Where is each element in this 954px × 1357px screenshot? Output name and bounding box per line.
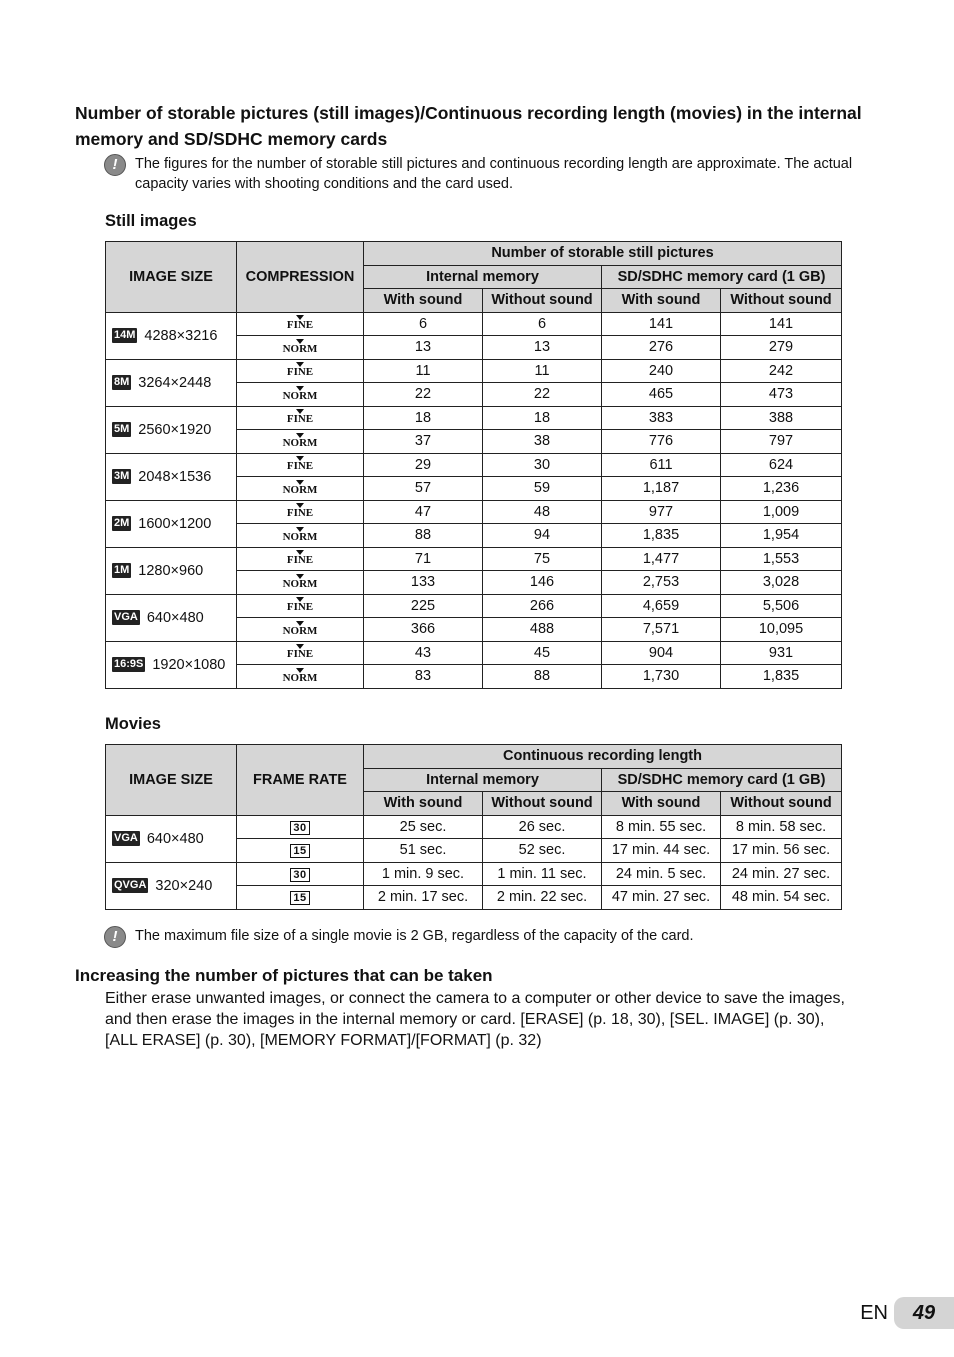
image-size-value: 1920×1080 <box>152 656 226 673</box>
data-cell: 13 <box>483 336 602 360</box>
image-size-icon: 3M <box>114 470 130 483</box>
data-cell: 4,659 <box>602 594 721 618</box>
col-sd-card: SD/SDHC memory card (1 GB) <box>602 265 842 289</box>
data-cell: 383 <box>602 406 721 430</box>
data-cell: 48 min. 54 sec. <box>721 886 842 910</box>
data-cell: 51 sec. <box>364 839 483 863</box>
table-row <box>106 641 842 665</box>
data-cell: 797 <box>721 430 842 454</box>
norm-quality-icon: NORM <box>283 433 318 449</box>
fine-quality-icon: FINE <box>287 644 313 660</box>
col-without-sound: Without sound <box>721 792 842 816</box>
data-cell: 2 min. 22 sec. <box>483 886 602 910</box>
data-cell: 29 <box>364 453 483 477</box>
data-cell: 59 <box>483 477 602 501</box>
data-cell: 11 <box>364 359 483 383</box>
col-with-sound: With sound <box>364 289 483 313</box>
image-size-value: 2048×1536 <box>138 468 212 485</box>
data-cell: 47 min. 27 sec. <box>602 886 721 910</box>
note-approximate <box>104 154 864 194</box>
still-images-title: Still images <box>105 212 197 230</box>
data-cell: 904 <box>602 641 721 665</box>
table-row <box>106 594 842 618</box>
data-cell: 7,571 <box>602 618 721 642</box>
data-cell: 488 <box>483 618 602 642</box>
compression-cell <box>237 500 364 524</box>
table-row <box>106 312 842 336</box>
data-cell: 276 <box>602 336 721 360</box>
data-cell: 1,835 <box>721 665 842 689</box>
col-group-header: Number of storable still pictures <box>364 242 842 266</box>
data-cell: 1 min. 9 sec. <box>364 862 483 886</box>
image-size-cell <box>106 594 237 641</box>
norm-quality-icon: NORM <box>283 668 318 684</box>
image-size-icon: 2M <box>114 517 130 530</box>
data-cell: 473 <box>721 383 842 407</box>
col-with-sound: With sound <box>364 792 483 816</box>
table-row <box>106 406 842 430</box>
norm-quality-icon: NORM <box>283 527 318 543</box>
data-cell: 43 <box>364 641 483 665</box>
page-heading: Number of storable pictures (still images)/Continuous recording length (movies) in the internal memory and SD/SDHC memory cards <box>75 103 862 149</box>
image-size-value: 4288×3216 <box>144 327 218 344</box>
caution-icon: ! <box>104 154 126 176</box>
image-size-value: 640×480 <box>146 830 204 847</box>
data-cell: 1,009 <box>721 500 842 524</box>
image-size-cell <box>106 862 237 909</box>
compression-cell <box>237 618 364 642</box>
table-row <box>106 547 842 571</box>
data-cell: 1,553 <box>721 547 842 571</box>
table-row <box>106 500 842 524</box>
fine-quality-icon: FINE <box>287 409 313 425</box>
data-cell: 611 <box>602 453 721 477</box>
image-size-cell <box>106 406 237 453</box>
col-frame-rate: FRAME RATE <box>237 745 364 816</box>
note-text: The maximum file size of a single movie is 2 GB, regardless of the capacity of the card. <box>135 928 694 944</box>
col-image-size: IMAGE SIZE <box>106 242 237 313</box>
movies-table <box>105 744 842 910</box>
compression-cell <box>237 312 364 336</box>
data-cell: 48 <box>483 500 602 524</box>
data-cell: 8 min. 58 sec. <box>721 815 842 839</box>
col-without-sound: Without sound <box>483 289 602 313</box>
frame-rate-cell <box>237 886 364 910</box>
norm-quality-icon: NORM <box>283 480 318 496</box>
image-size-cell <box>106 359 237 406</box>
image-size-value: 1600×1200 <box>138 515 212 532</box>
data-cell: 71 <box>364 547 483 571</box>
compression-cell <box>237 571 364 595</box>
data-cell: 1,477 <box>602 547 721 571</box>
image-size-value: 3264×2448 <box>138 374 212 391</box>
data-cell: 88 <box>483 665 602 689</box>
data-cell: 25 sec. <box>364 815 483 839</box>
norm-quality-icon: NORM <box>283 621 318 637</box>
data-cell: 388 <box>721 406 842 430</box>
movie-size-icon: QVGA <box>114 879 147 892</box>
page-footer <box>860 1297 954 1329</box>
norm-quality-icon: NORM <box>283 339 318 355</box>
data-cell: 1,187 <box>602 477 721 501</box>
compression-cell <box>237 383 364 407</box>
norm-quality-icon: NORM <box>283 386 318 402</box>
image-size-value: 1280×960 <box>138 562 204 579</box>
frame-rate-icon: 30 <box>290 868 309 882</box>
image-size-cell <box>106 312 237 359</box>
image-size-value: 640×480 <box>146 609 204 626</box>
language-label: EN <box>860 1301 888 1324</box>
col-without-sound: Without sound <box>483 792 602 816</box>
compression-cell <box>237 406 364 430</box>
data-cell: 37 <box>364 430 483 454</box>
data-cell: 266 <box>483 594 602 618</box>
frame-rate-icon: 30 <box>290 821 309 835</box>
data-cell: 2 min. 17 sec. <box>364 886 483 910</box>
col-internal-memory: Internal memory <box>364 768 602 792</box>
compression-cell <box>237 430 364 454</box>
data-cell: 18 <box>483 406 602 430</box>
data-cell: 47 <box>364 500 483 524</box>
data-cell: 141 <box>721 312 842 336</box>
col-sd-card: SD/SDHC memory card (1 GB) <box>602 768 842 792</box>
data-cell: 931 <box>721 641 842 665</box>
data-cell: 2,753 <box>602 571 721 595</box>
table-row <box>106 862 842 886</box>
compression-cell <box>237 641 364 665</box>
data-cell: 22 <box>483 383 602 407</box>
data-cell: 38 <box>483 430 602 454</box>
data-cell: 146 <box>483 571 602 595</box>
data-cell: 1,954 <box>721 524 842 548</box>
note-max-file-size <box>104 926 864 946</box>
data-cell: 225 <box>364 594 483 618</box>
frame-rate-cell <box>237 862 364 886</box>
compression-cell <box>237 547 364 571</box>
image-size-cell <box>106 453 237 500</box>
data-cell: 279 <box>721 336 842 360</box>
data-cell: 17 min. 44 sec. <box>602 839 721 863</box>
fine-quality-icon: FINE <box>287 503 313 519</box>
movie-size-icon: VGA <box>114 832 138 845</box>
col-with-sound: With sound <box>602 792 721 816</box>
data-cell: 24 min. 5 sec. <box>602 862 721 886</box>
image-size-value: 320×240 <box>155 877 213 894</box>
data-cell: 17 min. 56 sec. <box>721 839 842 863</box>
data-cell: 75 <box>483 547 602 571</box>
data-cell: 1,730 <box>602 665 721 689</box>
data-cell: 1,835 <box>602 524 721 548</box>
data-cell: 776 <box>602 430 721 454</box>
data-cell: 133 <box>364 571 483 595</box>
data-cell: 465 <box>602 383 721 407</box>
fine-quality-icon: FINE <box>287 597 313 613</box>
data-cell: 3,028 <box>721 571 842 595</box>
data-cell: 6 <box>483 312 602 336</box>
fine-quality-icon: FINE <box>287 362 313 378</box>
frame-rate-cell <box>237 839 364 863</box>
compression-cell <box>237 453 364 477</box>
data-cell: 94 <box>483 524 602 548</box>
image-size-cell <box>106 641 237 688</box>
image-size-icon: 14M <box>114 329 136 342</box>
data-cell: 366 <box>364 618 483 642</box>
norm-quality-icon: NORM <box>283 574 318 590</box>
page-number: 49 <box>894 1297 954 1329</box>
image-size-cell <box>106 500 237 547</box>
movies-title: Movies <box>105 715 161 733</box>
data-cell: 1,236 <box>721 477 842 501</box>
data-cell: 6 <box>364 312 483 336</box>
data-cell: 8 min. 55 sec. <box>602 815 721 839</box>
compression-cell <box>237 594 364 618</box>
fine-quality-icon: FINE <box>287 315 313 331</box>
table-row <box>106 359 842 383</box>
data-cell: 52 sec. <box>483 839 602 863</box>
col-compression: COMPRESSION <box>237 242 364 313</box>
data-cell: 1 min. 11 sec. <box>483 862 602 886</box>
caution-icon: ! <box>104 926 126 948</box>
still-images-table <box>105 241 842 689</box>
data-cell: 141 <box>602 312 721 336</box>
image-size-icon: VGA <box>114 611 138 624</box>
data-cell: 13 <box>364 336 483 360</box>
data-cell: 10,095 <box>721 618 842 642</box>
data-cell: 88 <box>364 524 483 548</box>
data-cell: 242 <box>721 359 842 383</box>
data-cell: 977 <box>602 500 721 524</box>
table-row <box>106 815 842 839</box>
compression-cell <box>237 477 364 501</box>
image-size-icon: 1M <box>114 564 130 577</box>
data-cell: 624 <box>721 453 842 477</box>
data-cell: 22 <box>364 383 483 407</box>
data-cell: 83 <box>364 665 483 689</box>
col-without-sound: Without sound <box>721 289 842 313</box>
col-with-sound: With sound <box>602 289 721 313</box>
section-heading: Increasing the number of pictures that can be taken <box>75 966 493 985</box>
data-cell: 57 <box>364 477 483 501</box>
compression-cell <box>237 665 364 689</box>
compression-cell <box>237 336 364 360</box>
image-size-cell <box>106 547 237 594</box>
image-size-icon: 16:9S <box>114 658 144 671</box>
image-size-icon: 8M <box>114 376 130 389</box>
data-cell: 30 <box>483 453 602 477</box>
data-cell: 240 <box>602 359 721 383</box>
col-image-size: IMAGE SIZE <box>106 745 237 816</box>
fine-quality-icon: FINE <box>287 456 313 472</box>
data-cell: 26 sec. <box>483 815 602 839</box>
section-paragraph: Either erase unwanted images, or connect the camera to a computer or other device to save the images, and then erase the images in the internal memory or card. [ERASE] (p. 18, 30), [SEL. IMAGE] (p. 30), [ALL ERASE] (p. 30), [MEMORY FORMAT]/[FORMAT] (p. 32) <box>105 990 845 1049</box>
note-text: The figures for the number of storable still pictures and continuous recording length are approximate. The actual capacity varies with shooting conditions and the card used. <box>135 156 853 192</box>
image-size-value: 2560×1920 <box>138 421 212 438</box>
col-group-header: Continuous recording length <box>364 745 842 769</box>
image-size-cell <box>106 815 237 862</box>
frame-rate-icon: 15 <box>290 844 309 858</box>
table-row <box>106 453 842 477</box>
compression-cell <box>237 524 364 548</box>
fine-quality-icon: FINE <box>287 550 313 566</box>
data-cell: 5,506 <box>721 594 842 618</box>
image-size-icon: 5M <box>114 423 130 436</box>
data-cell: 24 min. 27 sec. <box>721 862 842 886</box>
data-cell: 18 <box>364 406 483 430</box>
frame-rate-cell <box>237 815 364 839</box>
col-internal-memory: Internal memory <box>364 265 602 289</box>
data-cell: 45 <box>483 641 602 665</box>
data-cell: 11 <box>483 359 602 383</box>
frame-rate-icon: 15 <box>290 891 309 905</box>
compression-cell <box>237 359 364 383</box>
